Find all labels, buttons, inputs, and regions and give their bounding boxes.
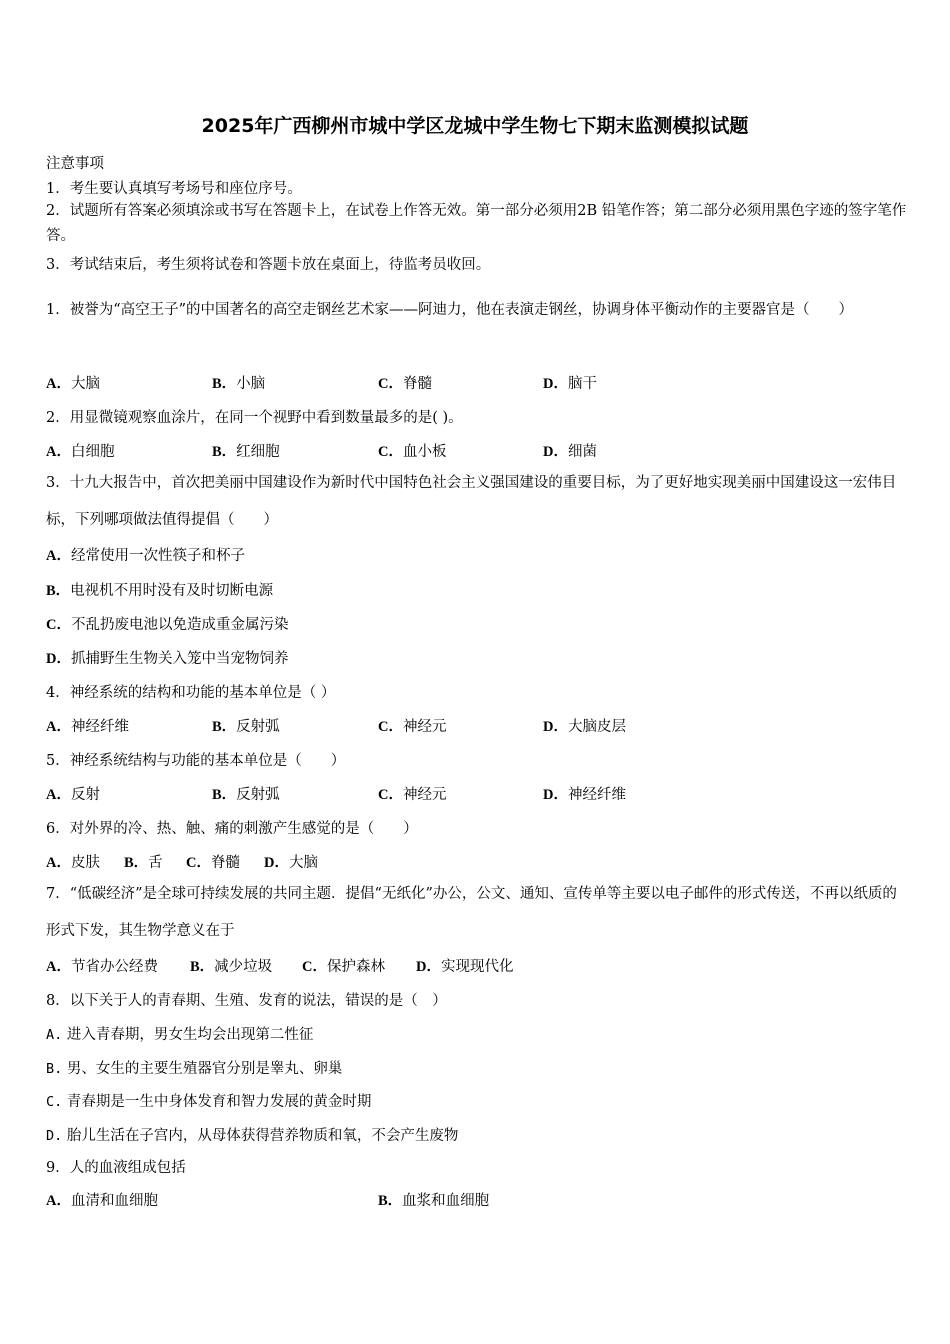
question-stem: 1．被誉为“高空王子”的中国著名的高空走钢丝艺术家——阿迪力，他在表演走钢丝，协调身体平衡动作的主要器官是（ ） bbox=[46, 302, 854, 318]
option: A．反射 bbox=[46, 787, 100, 803]
option: B．减少垃圾 bbox=[190, 959, 273, 975]
notice-item: 3．考试结束后，考生须将试卷和答题卡放在桌面上，待监考员收回。 bbox=[46, 257, 491, 273]
option: C．保护森林 bbox=[302, 959, 385, 975]
question-stem: 3．十九大报告中，首次把美丽中国建设作为新时代中国特色社会主义强国建设的重要目标，为了更好地实现美丽中国建设这一宏伟目标，下列哪项做法值得提倡（ ） bbox=[46, 475, 897, 528]
option: C．神经元 bbox=[378, 719, 447, 735]
option: B．小脑 bbox=[212, 376, 266, 392]
question-stem: 5．神经系统结构与功能的基本单位是（ ） bbox=[46, 753, 346, 769]
option: B．舌 bbox=[124, 855, 163, 871]
option: A．节省办公经费 bbox=[46, 959, 158, 975]
notice-heading: 注意事项 bbox=[46, 156, 104, 172]
option: A．血清和血细胞 bbox=[46, 1193, 158, 1209]
option: C．血小板 bbox=[378, 444, 447, 460]
option: C．脊髓 bbox=[186, 855, 240, 871]
question-stem: 6．对外界的冷、热、触、痛的刺激产生感觉的是（ ） bbox=[46, 821, 418, 837]
option: C．神经元 bbox=[378, 787, 447, 803]
option: B．电视机不用时没有及时切断电源 bbox=[46, 583, 274, 599]
option: D．脑干 bbox=[543, 376, 597, 392]
option: A．大脑 bbox=[46, 376, 100, 392]
option: C. 青春期是一生中身体发育和智力发展的黄金时期 bbox=[46, 1094, 372, 1110]
option: C．不乱扔废电池以免造成重金属污染 bbox=[46, 617, 289, 633]
option: B．血浆和血细胞 bbox=[378, 1193, 490, 1209]
option: A．神经纤维 bbox=[46, 719, 129, 735]
question-stem: 8．以下关于人的青春期、生殖、发育的说法，错误的是（ ） bbox=[46, 993, 447, 1009]
notice-item: 1．考生要认真填写考场号和座位序号。 bbox=[46, 181, 302, 197]
option: D．细菌 bbox=[543, 444, 597, 460]
page-title: 2025年广西柳州市城中学区龙城中学生物七下期末监测模拟试题 bbox=[201, 115, 749, 137]
option: B. 男、女生的主要生殖器官分别是睾丸、卵巢 bbox=[46, 1061, 343, 1077]
question-stem: 9．人的血液组成包括 bbox=[46, 1160, 186, 1176]
question-stem: 2．用显微镜观察血涂片，在同一个视野中看到数量最多的是( )。 bbox=[46, 410, 463, 426]
option: A．经常使用一次性筷子和杯子 bbox=[46, 548, 245, 564]
option: D．抓捕野生生物关入笼中当宠物饲养 bbox=[46, 651, 289, 667]
option: D. 胎儿生活在子宫内，从母体获得营养物质和氧，不会产生废物 bbox=[46, 1128, 459, 1144]
option: A. 进入青春期，男女生均会出现第二性征 bbox=[46, 1027, 314, 1043]
notice-item: 2．试题所有答案必须填涂或书写在答题卡上，在试卷上作答无效。第一部分必须用2B 铅笔作答；第二部分必须用黑色字迹的签字笔作答。 bbox=[46, 203, 907, 244]
question-stem: 7．“低碳经济”是全球可持续发展的共同主题．提倡“无纸化”办公，公文、通知、宣传单等主要以电子邮件的形式传送，不再以纸质的形式下发，其生物学意义在于 bbox=[46, 886, 897, 939]
option: B．反射弧 bbox=[212, 719, 280, 735]
option: B．反射弧 bbox=[212, 787, 280, 803]
option: A．白细胞 bbox=[46, 444, 115, 460]
option: D．实现现代化 bbox=[416, 959, 514, 975]
option: A．皮肤 bbox=[46, 855, 100, 871]
option: D．神经纤维 bbox=[543, 787, 626, 803]
option: C．脊髓 bbox=[378, 376, 432, 392]
option: B．红细胞 bbox=[212, 444, 280, 460]
option: D．大脑 bbox=[264, 855, 318, 871]
question-stem: 4．神经系统的结构和功能的基本单位是（ ） bbox=[46, 685, 336, 701]
option: D．大脑皮层 bbox=[543, 719, 626, 735]
